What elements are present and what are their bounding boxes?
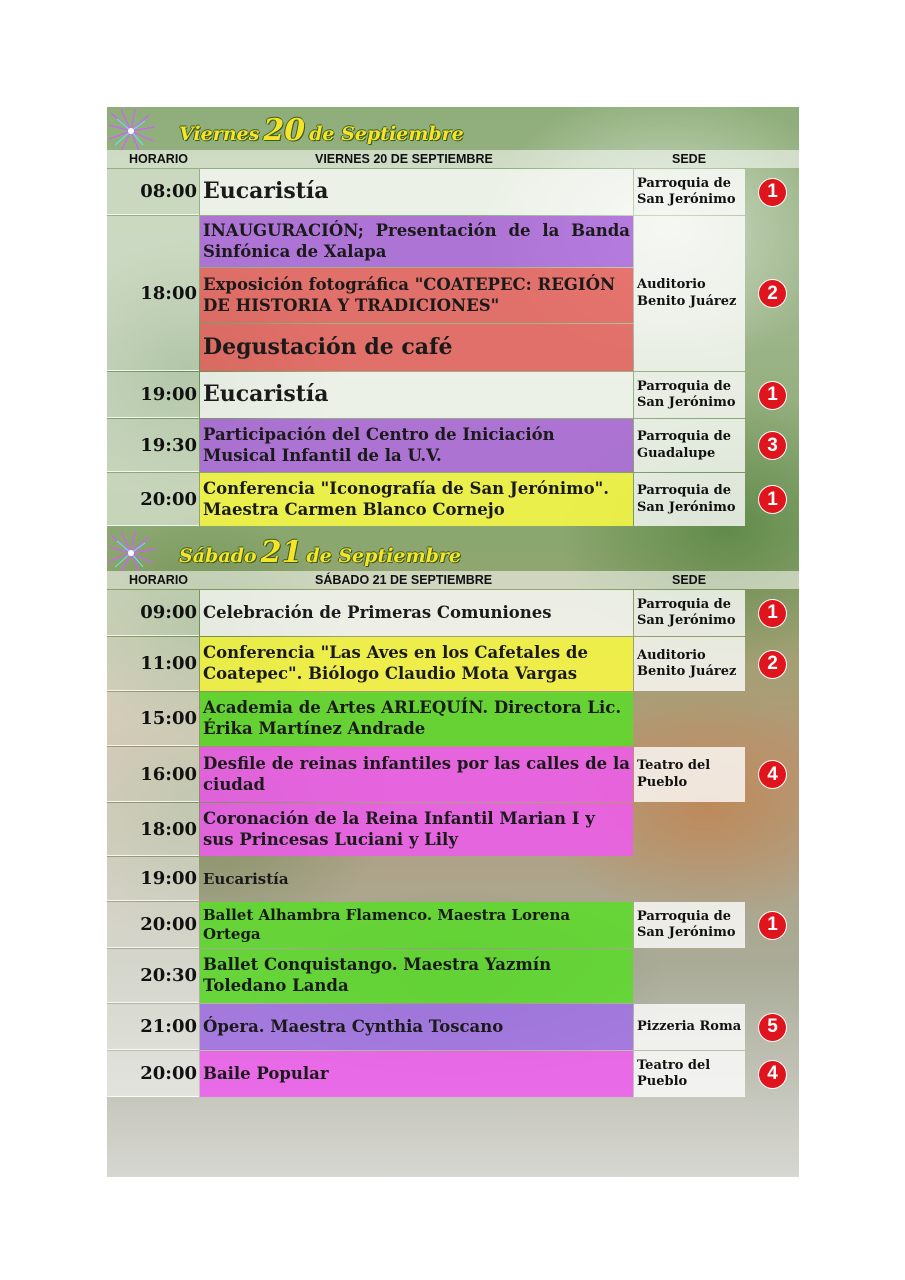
fireworks-icon	[109, 531, 165, 575]
schedule-row	[107, 857, 799, 901]
row-venue: Parroquia de San Jerónimo	[634, 590, 745, 636]
saturday-title	[179, 535, 461, 570]
row-event: Academia de Artes ARLEQUÍN. Directora Lic. Érika Martínez Andrade	[200, 692, 633, 746]
header-sede: SEDE	[672, 573, 707, 587]
row-time: 18:00	[107, 216, 199, 371]
schedule-row	[107, 372, 799, 418]
schedule-row	[107, 419, 799, 472]
venue-number-badge: 1	[759, 382, 786, 409]
schedule-row	[107, 1051, 799, 1097]
row-time: 11:00	[107, 637, 199, 691]
saturday-header-row	[107, 571, 799, 589]
schedule-row	[107, 803, 799, 856]
row-event: Eucaristía	[200, 169, 633, 215]
row-event: Eucaristía	[203, 869, 289, 888]
row-time: 19:00	[107, 372, 199, 418]
row-event: Baile Popular	[200, 1051, 633, 1097]
friday-title	[179, 113, 464, 148]
row-venue: Auditorio Benito Juárez	[634, 216, 745, 371]
schedule-row	[107, 949, 799, 1003]
row-time: 21:00	[107, 1004, 199, 1050]
header-evento: VIERNES 20 DE SEPTIEMBRE	[315, 152, 493, 166]
row-event: INAUGURACIÓN; Presentación de la Banda Sinfónica de Xalapa	[200, 216, 633, 267]
row-venue: Auditorio Benito Juárez	[634, 637, 745, 691]
row-event: Eucaristía	[200, 372, 633, 418]
row-venue: Parroquia de San Jerónimo	[634, 473, 745, 526]
venue-number-badge: 2	[759, 651, 786, 678]
venue-number-badge: 3	[759, 432, 786, 459]
friday-header-row	[107, 150, 799, 168]
row-time: 19:00	[107, 857, 199, 901]
venue-number-badge: 4	[759, 1061, 786, 1088]
schedule-row	[107, 902, 799, 948]
row-time: 20:00	[107, 902, 199, 948]
venue-number-badge: 5	[759, 1014, 786, 1041]
schedule-row	[107, 590, 799, 636]
row-venue: Pizzeria Roma	[634, 1004, 745, 1050]
row-event: Ópera. Maestra Cynthia Toscano	[200, 1004, 633, 1050]
venue-number-badge: 1	[759, 179, 786, 206]
schedule-row	[107, 637, 799, 691]
row-venue: Parroquia de San Jerónimo	[634, 169, 745, 215]
row-venue: Teatro del Pueblo	[634, 1051, 745, 1097]
poster	[107, 107, 799, 1177]
row-event: Conferencia "Las Aves en los Cafetales de Coatepec". Biólogo Claudio Mota Vargas	[200, 637, 633, 691]
row-event: Degustación de café	[200, 324, 633, 371]
row-time: 18:00	[107, 803, 199, 856]
row-time: 15:00	[107, 692, 199, 746]
saturday-title-day: Sábado	[179, 545, 257, 567]
row-time: 16:00	[107, 747, 199, 802]
row-event: Ballet Alhambra Flamenco. Maestra Lorena Ortega	[200, 902, 633, 948]
schedule-row	[107, 747, 799, 802]
saturday-title-month: de Septiembre	[306, 545, 461, 567]
row-time: 19:30	[107, 419, 199, 472]
saturday-title-number: 21	[260, 535, 303, 570]
schedule-row	[107, 1004, 799, 1050]
friday-title-number: 20	[263, 113, 306, 148]
row-event: Exposición fotográfica "COATEPEC: REGIÓN DE HISTORIA Y TRADICIONES"	[200, 268, 633, 323]
row-venue: Teatro del Pueblo	[634, 747, 745, 802]
venue-number-badge: 1	[759, 600, 786, 627]
fireworks-icon	[109, 109, 165, 153]
row-time: 20:00	[107, 1051, 199, 1097]
row-time: 09:00	[107, 590, 199, 636]
row-event: Ballet Conquistango. Maestra Yazmín Toledano Landa	[200, 949, 633, 1003]
row-venue: Parroquia de San Jerónimo	[634, 372, 745, 418]
schedule-row	[107, 169, 799, 215]
venue-number-badge: 2	[759, 280, 786, 307]
venue-number-badge: 1	[759, 486, 786, 513]
header-evento: SÁBADO 21 DE SEPTIEMBRE	[315, 573, 493, 587]
row-event: Participación del Centro de Iniciación Musical Infantil de la U.V.	[200, 419, 633, 472]
schedule-row	[107, 692, 799, 746]
row-venue: Parroquia de Guadalupe	[634, 419, 745, 472]
row-time: 20:30	[107, 949, 199, 1003]
venue-number-badge: 4	[759, 761, 786, 788]
friday-title-day: Viernes	[179, 123, 260, 145]
row-time: 20:00	[107, 473, 199, 526]
row-event: Conferencia "Iconografía de San Jerónimo". Maestra Carmen Blanco Cornejo	[200, 473, 633, 526]
row-event: Celebración de Primeras Comuniones	[200, 590, 633, 636]
friday-title-month: de Septiembre	[309, 123, 464, 145]
schedule-row	[107, 473, 799, 526]
venue-number-badge: 1	[759, 912, 786, 939]
row-event: Coronación de la Reina Infantil Marian I y sus Princesas Luciani y Lily	[200, 803, 633, 856]
header-sede: SEDE	[672, 152, 707, 166]
schedule-row	[107, 216, 799, 371]
header-horario: HORARIO	[129, 152, 189, 166]
row-venue: Parroquia de San Jerónimo	[634, 902, 745, 948]
row-time: 08:00	[107, 169, 199, 215]
header-horario: HORARIO	[129, 573, 189, 587]
row-event: Desfile de reinas infantiles por las calles de la ciudad	[200, 747, 633, 802]
